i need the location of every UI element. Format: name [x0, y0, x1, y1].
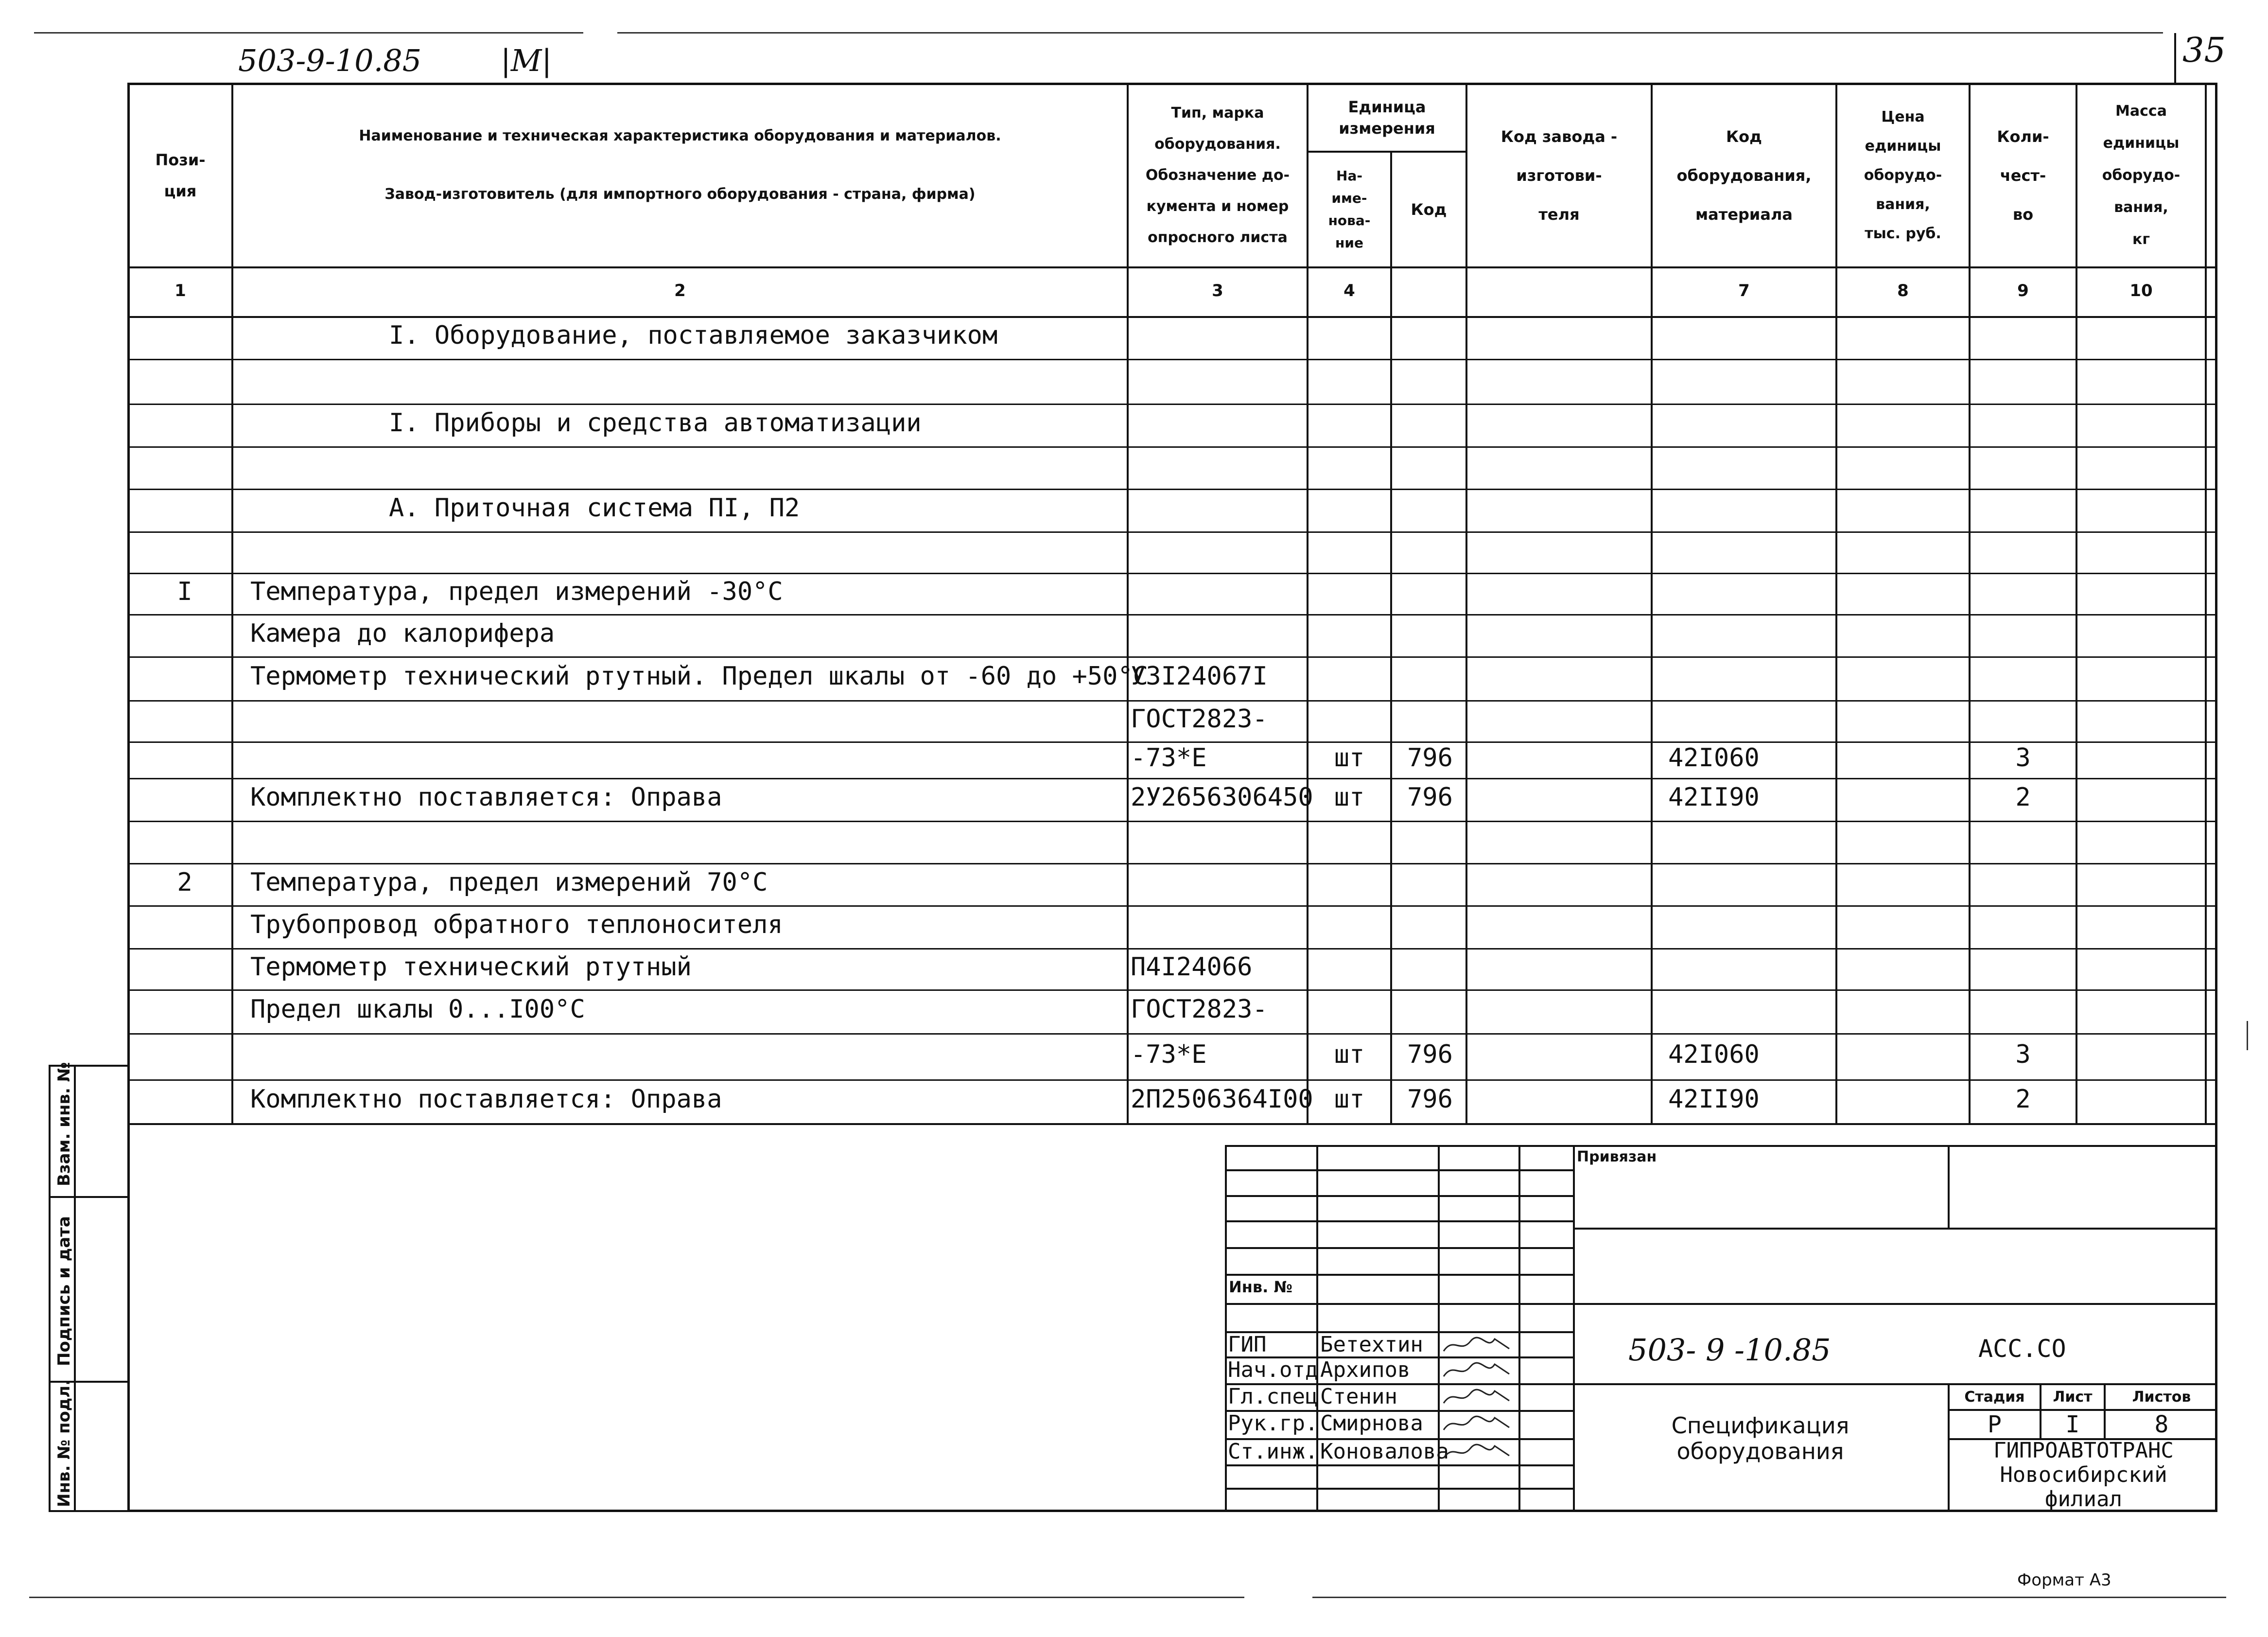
- signer-name: Стенин: [1320, 1384, 1397, 1409]
- cell-name: Температура, предел измерений -30°С: [250, 577, 783, 606]
- stage-label: Стадия: [1964, 1389, 2025, 1406]
- row-line: [127, 446, 2217, 448]
- signer-name: Коновалова: [1320, 1439, 1449, 1464]
- cell-unit: шт: [1334, 1085, 1365, 1114]
- header-name-line1: Наименование и техническая характеристика оборудования и материалов.: [359, 127, 1001, 144]
- cell-position: I: [177, 577, 192, 606]
- page-number-box-left: [2174, 33, 2176, 83]
- row-line: [127, 656, 2217, 658]
- cell-name: Камера до калорифера: [250, 618, 555, 648]
- signer-role: ГИП: [1228, 1332, 1267, 1357]
- top-rule-left: [34, 32, 583, 34]
- numbers-bottom-line: [127, 316, 2217, 318]
- bottom-rule-left: [29, 1597, 1244, 1598]
- org-line1: ГИПРОАВТОТРАНС: [1993, 1438, 2174, 1463]
- bottom-rule-right: [1312, 1597, 2226, 1598]
- col-number: 10: [2129, 281, 2153, 300]
- tb-hline: [1225, 1303, 2217, 1305]
- cell-type: ГОСТ2823-: [1131, 704, 1268, 734]
- cell-name: Комплектно поставляется: Оправа: [250, 783, 722, 812]
- row-line: [127, 905, 2217, 907]
- doc-title-line2: оборудования: [1676, 1438, 1844, 1464]
- cell-position: 2: [177, 867, 192, 897]
- stage-value: Р: [1988, 1411, 2002, 1438]
- tb-hline: [1225, 1247, 1573, 1249]
- header-unit-name: На- име- нова- ние: [1328, 168, 1371, 251]
- signature-mark: [1441, 1334, 1514, 1356]
- privyazan-label: Привязан: [1577, 1148, 1657, 1165]
- cell-name: Термометр технический ртутный. Предел шкалы от -60 до +50°С: [250, 662, 1149, 691]
- signer-name: Смирнова: [1320, 1411, 1423, 1436]
- row-line: [127, 489, 2217, 490]
- col-line-4: [1390, 151, 1392, 1123]
- row-line: [127, 989, 2217, 991]
- tb-vline: [1948, 1145, 1950, 1228]
- cell-equipment-code: 42I060: [1668, 1039, 1760, 1069]
- margin-tick: [2247, 1021, 2248, 1050]
- row-line: [127, 1033, 2217, 1035]
- doc-mark: АСС.СО: [1978, 1335, 2066, 1363]
- cell-name: I. Приборы и средства автоматизации: [389, 408, 922, 438]
- row-line: [127, 863, 2217, 864]
- row-line: [127, 821, 2217, 822]
- cell-name: Предел шкалы 0...I00°С: [250, 995, 585, 1024]
- col-line-10: [2205, 83, 2207, 1123]
- row-line: [127, 359, 2217, 360]
- row-line: [127, 1079, 2217, 1081]
- header-mass: Масса единицы оборудо- вания, кг: [2102, 103, 2181, 248]
- tb-hline: [1225, 1464, 1573, 1466]
- top-mark: |М|: [501, 43, 552, 78]
- tb-hline: [1225, 1195, 1573, 1197]
- cell-unit-code: 796: [1407, 1085, 1453, 1114]
- signature-mark: [1441, 1413, 1514, 1435]
- cell-quantity: 3: [2015, 1039, 2031, 1069]
- signature-mark: [1441, 1441, 1514, 1463]
- cell-equipment-code: 42I060: [1668, 743, 1760, 773]
- tb-hline: [1225, 1488, 1573, 1490]
- side-stamp-line: [49, 1196, 127, 1198]
- signer-role: Рук.гр.: [1228, 1411, 1318, 1436]
- cell-name: А. Приточная система ПI, П2: [389, 493, 800, 523]
- header-factory-code: Код завода - изготови- теля: [1500, 127, 1618, 224]
- tb-vline: [1518, 1145, 1520, 1512]
- tb-hline: [1573, 1228, 2217, 1230]
- row-line: [127, 573, 2217, 574]
- header-unit-code: Код: [1411, 200, 1447, 219]
- side-stamp-divider: [74, 1065, 76, 1512]
- signer-role: Ст.инж.: [1228, 1439, 1318, 1464]
- cell-quantity: 2: [2015, 1085, 2031, 1114]
- tb-hline: [1225, 1169, 1573, 1171]
- signer-role: Гл.спец: [1228, 1384, 1318, 1409]
- col-number: 1: [174, 281, 186, 300]
- side-inv-label: Инв. № подл.: [54, 1379, 74, 1507]
- doc-title-line1: Спецификация: [1671, 1412, 1849, 1439]
- sheets-value: 8: [2154, 1411, 2169, 1438]
- cell-name: Термометр технический ртутный: [250, 952, 692, 982]
- header-price: Цена единицы оборудо- вания, тыс. руб.: [1864, 108, 1942, 242]
- format-label: Формат А3: [2017, 1570, 2111, 1590]
- cell-unit-code: 796: [1407, 1039, 1453, 1069]
- signer-name: Бетехтин: [1320, 1332, 1423, 1357]
- row-line: [127, 404, 2217, 405]
- row-line: [127, 948, 2217, 950]
- row-line: [127, 531, 2217, 533]
- cell-type: -73*Е: [1131, 743, 1207, 773]
- org-line3: филиал: [2045, 1487, 2122, 1512]
- tb-hline: [1225, 1274, 1573, 1276]
- cell-quantity: 3: [2015, 743, 2031, 773]
- cell-type: 2У2656306450: [1131, 783, 1313, 812]
- top-rule-right: [617, 32, 2163, 34]
- cell-type: ГОСТ2823-: [1131, 995, 1268, 1024]
- cell-equipment-code: 42II90: [1668, 783, 1760, 812]
- sheet-value: I: [2065, 1411, 2080, 1438]
- side-podpis-label: Подпись и дата: [54, 1216, 74, 1366]
- col-number: 4: [1343, 281, 1355, 300]
- cell-quantity: 2: [2015, 783, 2031, 812]
- header-position: Пози- ция: [155, 151, 206, 200]
- cell-name: Трубопровод обратного теплоносителя: [250, 910, 783, 939]
- doc-code: 503- 9 -10.85: [1628, 1332, 1831, 1368]
- cell-type: П4I24066: [1131, 952, 1253, 982]
- cell-unit: шт: [1334, 743, 1365, 773]
- header-type: Тип, марка оборудования. Обозначение до- кумента и номер опросного листа: [1145, 105, 1290, 246]
- cell-name: I. Оборудование, поставляемое заказчиком: [389, 321, 998, 350]
- org-line2: Новосибирский: [2000, 1462, 2167, 1487]
- cell-name: Комплектно поставляется: Оправа: [250, 1085, 722, 1114]
- side-vzam-label: Взам. инв. №: [54, 1062, 74, 1186]
- header-name-line2: Завод-изготовитель (для импортного оборудования - страна, фирма): [384, 186, 976, 203]
- signer-name: Архипов: [1320, 1357, 1411, 1382]
- cell-type: -73*Е: [1131, 1039, 1207, 1069]
- header-unit: Единица измерения: [1339, 98, 1435, 138]
- col-number: 7: [1738, 281, 1750, 300]
- header-equipment-code: Код оборудования, материала: [1676, 127, 1812, 224]
- top-reference: 503-9-10.85: [238, 43, 422, 78]
- cell-unit-code: 796: [1407, 783, 1453, 812]
- cell-equipment-code: 42II90: [1668, 1085, 1760, 1114]
- sheets-label: Листов: [2132, 1389, 2191, 1406]
- row-line: [127, 614, 2217, 616]
- tb-hline: [1225, 1220, 1573, 1222]
- header-bottom-line: [127, 266, 2217, 268]
- signature-mark: [1441, 1359, 1514, 1382]
- cell-type: У3I24067I: [1131, 662, 1268, 691]
- col-line-1: [231, 83, 233, 1123]
- row-line: [127, 778, 2217, 779]
- col-number: 3: [1212, 281, 1223, 300]
- cell-unit-code: 796: [1407, 743, 1453, 773]
- cell-unit: шт: [1334, 1039, 1365, 1069]
- signer-role: Нач.отд: [1228, 1357, 1318, 1382]
- page-number: 35: [2182, 30, 2226, 70]
- cell-type: 2П2506364I00: [1131, 1085, 1313, 1114]
- col-number: 8: [1897, 281, 1909, 300]
- cell-name: Температура, предел измерений 70°С: [250, 867, 768, 897]
- cell-unit: шт: [1334, 783, 1365, 812]
- table-bottom-line: [127, 1123, 2217, 1125]
- signature-mark: [1441, 1386, 1514, 1408]
- col-number: 2: [674, 281, 686, 300]
- inv-no-label: Инв. №: [1229, 1278, 1292, 1296]
- col-number: 9: [2017, 281, 2029, 300]
- row-line: [127, 700, 2217, 702]
- sheet-label: Лист: [2053, 1389, 2093, 1406]
- header-quantity: Коли- чест- во: [1997, 127, 2049, 224]
